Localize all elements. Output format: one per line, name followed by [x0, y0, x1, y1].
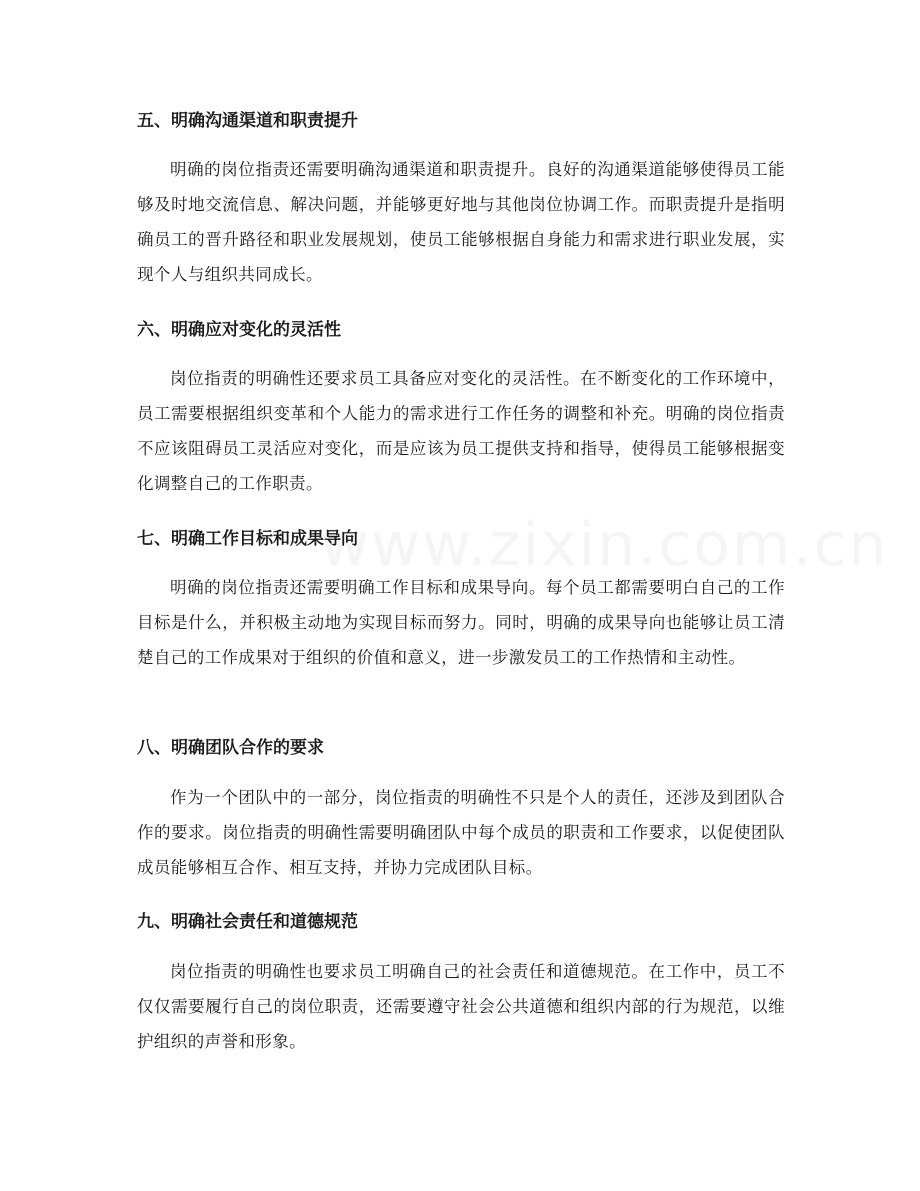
- section-body-9: 岗位指责的明确性也要求员工明确自己的社会责任和道德规范。在工作中，员工不仅仅需要履行自己的岗位职责，还需要遵守社会公共道德和组织内部的行为规范，以维护组织的声誉和形象。: [137, 962, 785, 1051]
- section-heading-9: 九、明确社会责任和道德规范: [137, 912, 358, 932]
- section-heading-8: 八、明确团队合作的要求: [137, 738, 324, 758]
- section-body-5: 明确的岗位指责还需要明确沟通渠道和职责提升。良好的沟通渠道能够使得员工能够及时地交流信息、解决问题，并能够更好地与其他岗位协调工作。而职责提升是指明确员工的晋升路径和职业发展规划，使员工能够根据自身能力和需求进行职业发展，实现个人与组织共同成长。: [137, 160, 785, 284]
- section-heading-6: 六、明确应对变化的灵活性: [137, 320, 341, 340]
- section-body-8: 作为一个团队中的一部分，岗位指责的明确性不只是个人的责任，还涉及到团队合作的要求。岗位指责的明确性需要明确团队中每个成员的职责和工作要求，以促使团队成员能够相互合作、相互支持，并协力完成团队目标。: [137, 788, 785, 877]
- section-body-6: 岗位指责的明确性还要求员工具备应对变化的灵活性。在不断变化的工作环境中，员工需要根据组织变革和个人能力的需求进行工作任务的调整和补充。明确的岗位指责不应该阻碍员工灵活应对变化，而是应该为员工提供支持和指导，使得员工能够根据变化调整自己的工作职责。: [137, 369, 785, 493]
- section-heading-5: 五、明确沟通渠道和职责提升: [137, 111, 358, 131]
- section-heading-7: 七、明确工作目标和成果导向: [137, 529, 358, 549]
- section-body-7: 明确的岗位指责还需要明确工作目标和成果导向。每个员工都需要明白自己的工作目标是什么，并积极主动地为实现目标而努力。同时，明确的成果导向也能够让员工清楚自己的工作成果对于组织的价值和意义，进一步激发员工的工作热情和主动性。: [137, 578, 785, 667]
- watermark-text: www.zixin.com.cn: [320, 510, 889, 580]
